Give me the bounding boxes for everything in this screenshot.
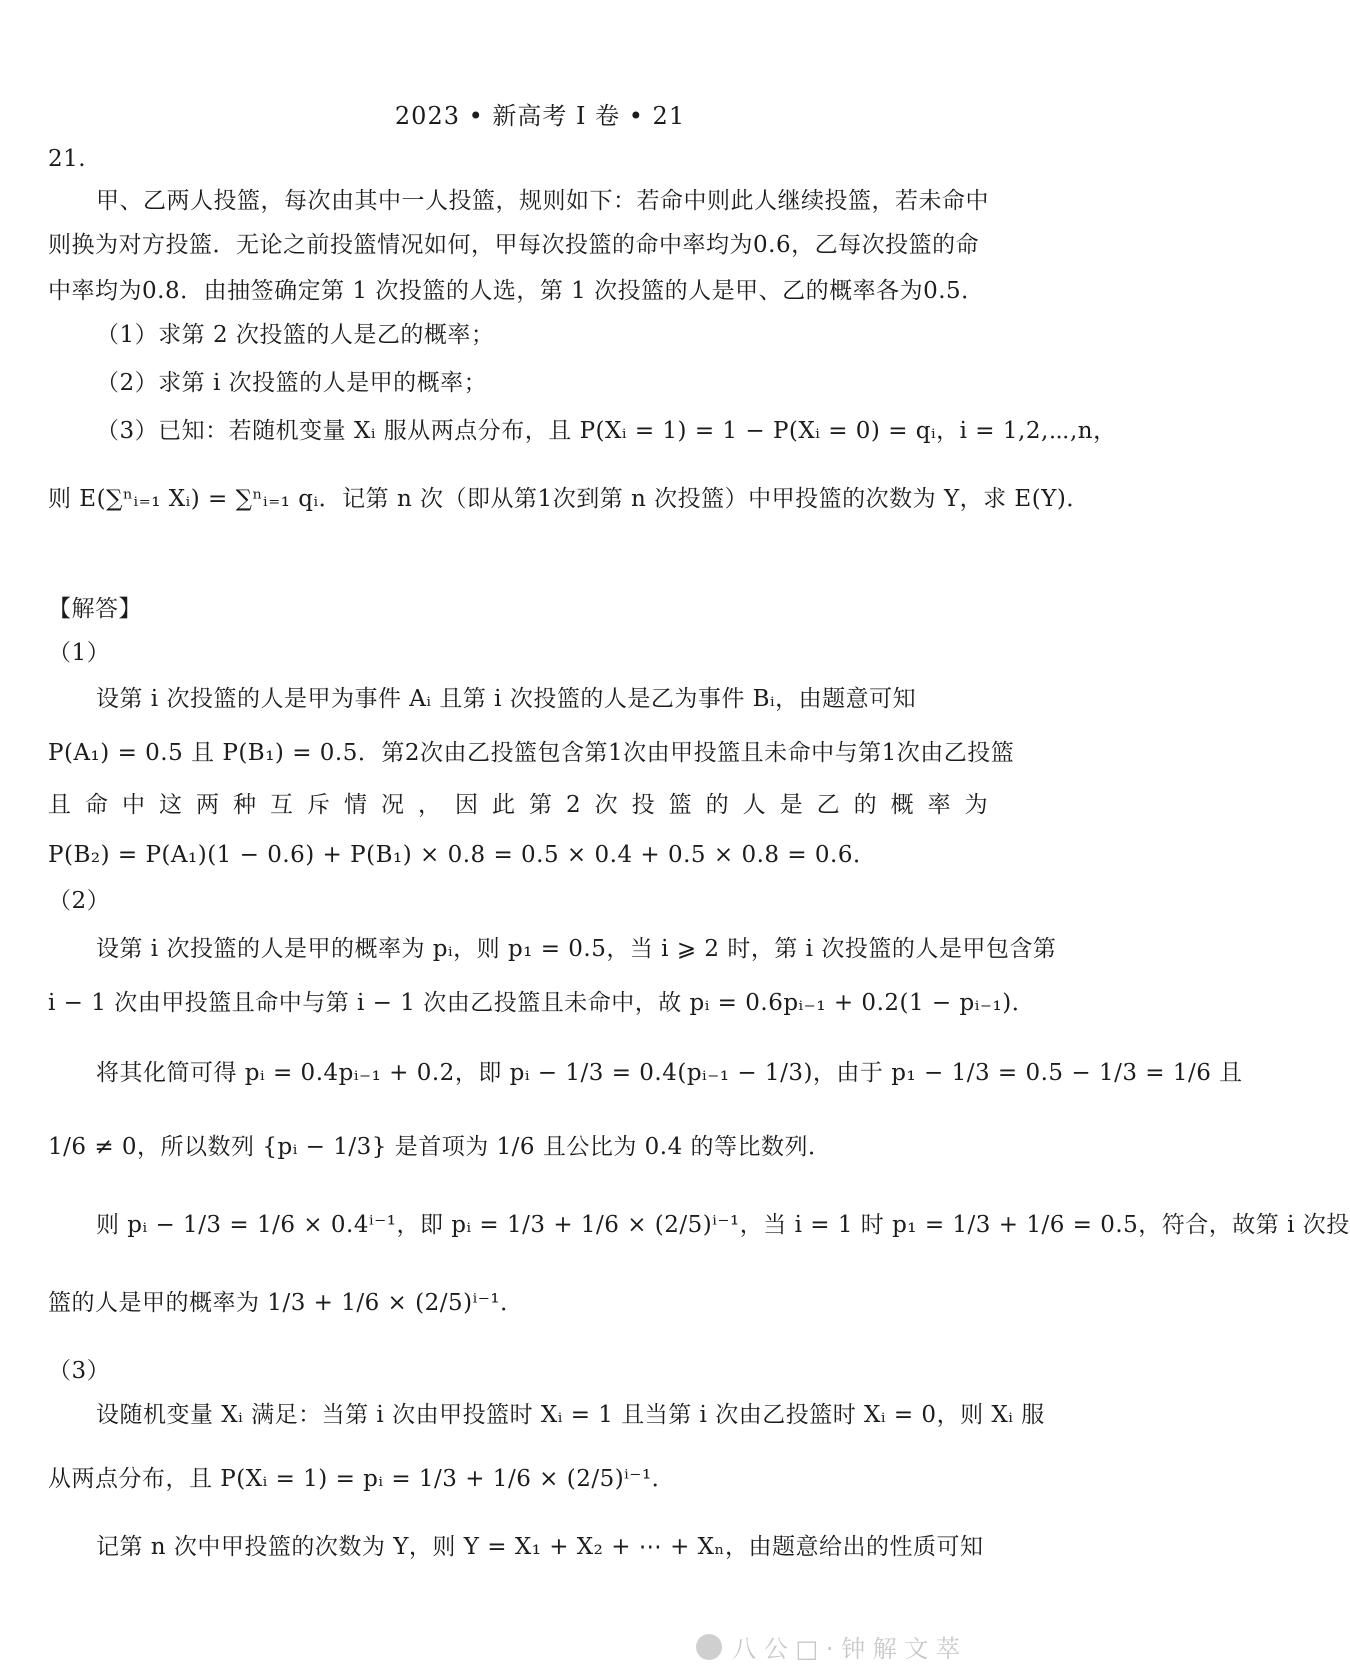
part-1-line-2: P(A₁) = 0.5 且 P(B₁) = 0.5．第2次由乙投篮包含第1次由甲投篮且未命中与第1次由乙投篮 [48,740,1015,766]
question-3-line-1: （3）已知：若随机变量 Xᵢ 服从两点分布，且 P(Xᵢ = 1) = 1 − P(Xᵢ = 0) = qᵢ，i = 1,2,⋯,n， [96,418,1117,444]
part-1-line-4: P(B₂) = P(A₁)(1 − 0.6) + P(B₁) × 0.8 = 0.5 × 0.4 + 0.5 × 0.8 = 0.6． [48,842,877,868]
part-2-line-3: 将其化简可得 pᵢ = 0.4pᵢ₋₁ + 0.2，即 pᵢ − 1/3 = 0.4(pᵢ₋₁ − 1/3)，由于 p₁ − 1/3 = 0.5 − 1/3 = 1/6 且 [96,1060,1243,1086]
problem-line-2: 则换为对方投篮．无论之前投篮情况如何，甲每次投篮的命中率均为0.6，乙每次投篮的命 [48,232,980,258]
page-title: 2023 • 新高考 I 卷 • 21 [394,102,686,130]
part-3-line-3: 记第 n 次中甲投篮的次数为 Y，则 Y = X₁ + X₂ + ⋯ + Xₙ，由题意给出的性质可知 [96,1534,984,1560]
part-2-line-4: 1/6 ≠ 0，所以数列 {pᵢ − 1/3} 是首项为 1/6 且公比为 0.4 的等比数列． [48,1134,832,1160]
problem-number: 21. [48,146,87,172]
part-2-line-6: 篮的人是甲的概率为 1/3 + 1/6 × (2/5)ⁱ⁻¹． [48,1290,524,1316]
part-2-line-1: 设第 i 次投篮的人是甲的概率为 pᵢ，则 p₁ = 0.5，当 i ⩾ 2 时，第 i 次投篮的人是甲包含第 [96,936,1057,962]
problem-line-1: 甲、乙两人投篮，每次由其中一人投篮，规则如下：若命中则此人继续投篮，若未命中 [96,188,989,214]
question-1: （1）求第 2 次投篮的人是乙的概率； [96,322,495,348]
part-2-label: （2） [48,888,111,914]
part-1-label: （1） [48,640,111,666]
part-2-line-5: 则 pᵢ − 1/3 = 1/6 × 0.4ⁱ⁻¹，即 pᵢ = 1/3 + 1/6 × (2/5)ⁱ⁻¹，当 i = 1 时 p₁ = 1/3 + 1/6 = 0.5，符合，故第 i 次投 [96,1212,1350,1238]
part-3-line-2: 从两点分布，且 P(Xᵢ = 1) = pᵢ = 1/3 + 1/6 × (2/5)ⁱ⁻¹． [48,1466,676,1492]
solution-label: 【解答】 [48,596,142,622]
logo-icon [696,1634,722,1660]
question-3-line-2: 则 E(∑ⁿᵢ₌₁ Xᵢ) = ∑ⁿᵢ₌₁ qᵢ．记第 n 次（即从第1次到第 n 次投篮）中甲投篮的次数为 Y，求 E(Y)． [48,486,1090,512]
watermark [696,1629,960,1664]
problem-line-3: 中率均为0.8．由抽签确定第 1 次投篮的人选，第 1 次投篮的人是甲、乙的概率各为0.5． [48,278,985,304]
part-3-label: （3） [48,1358,111,1384]
part-1-line-1: 设第 i 次投篮的人是甲为事件 Aᵢ 且第 i 次投篮的人是乙为事件 Bᵢ，由题意可知 [96,686,917,712]
part-1-line-3: 且命中这两种互斥情况，因此第2次投篮的人是乙的概率为 [48,792,1002,818]
question-2: （2）求第 i 次投篮的人是甲的概率； [96,370,488,396]
watermark-text: 八 公 □ · 钟 解 文 萃 [732,1635,960,1663]
part-3-line-1: 设随机变量 Xᵢ 满足：当第 i 次由甲投篮时 Xᵢ = 1 且当第 i 次由乙投篮时 Xᵢ = 0，则 Xᵢ 服 [96,1402,1045,1428]
part-2-line-2: i − 1 次由甲投篮且命中与第 i − 1 次由乙投篮且未命中，故 pᵢ = 0.6pᵢ₋₁ + 0.2(1 − pᵢ₋₁)． [48,990,1036,1016]
